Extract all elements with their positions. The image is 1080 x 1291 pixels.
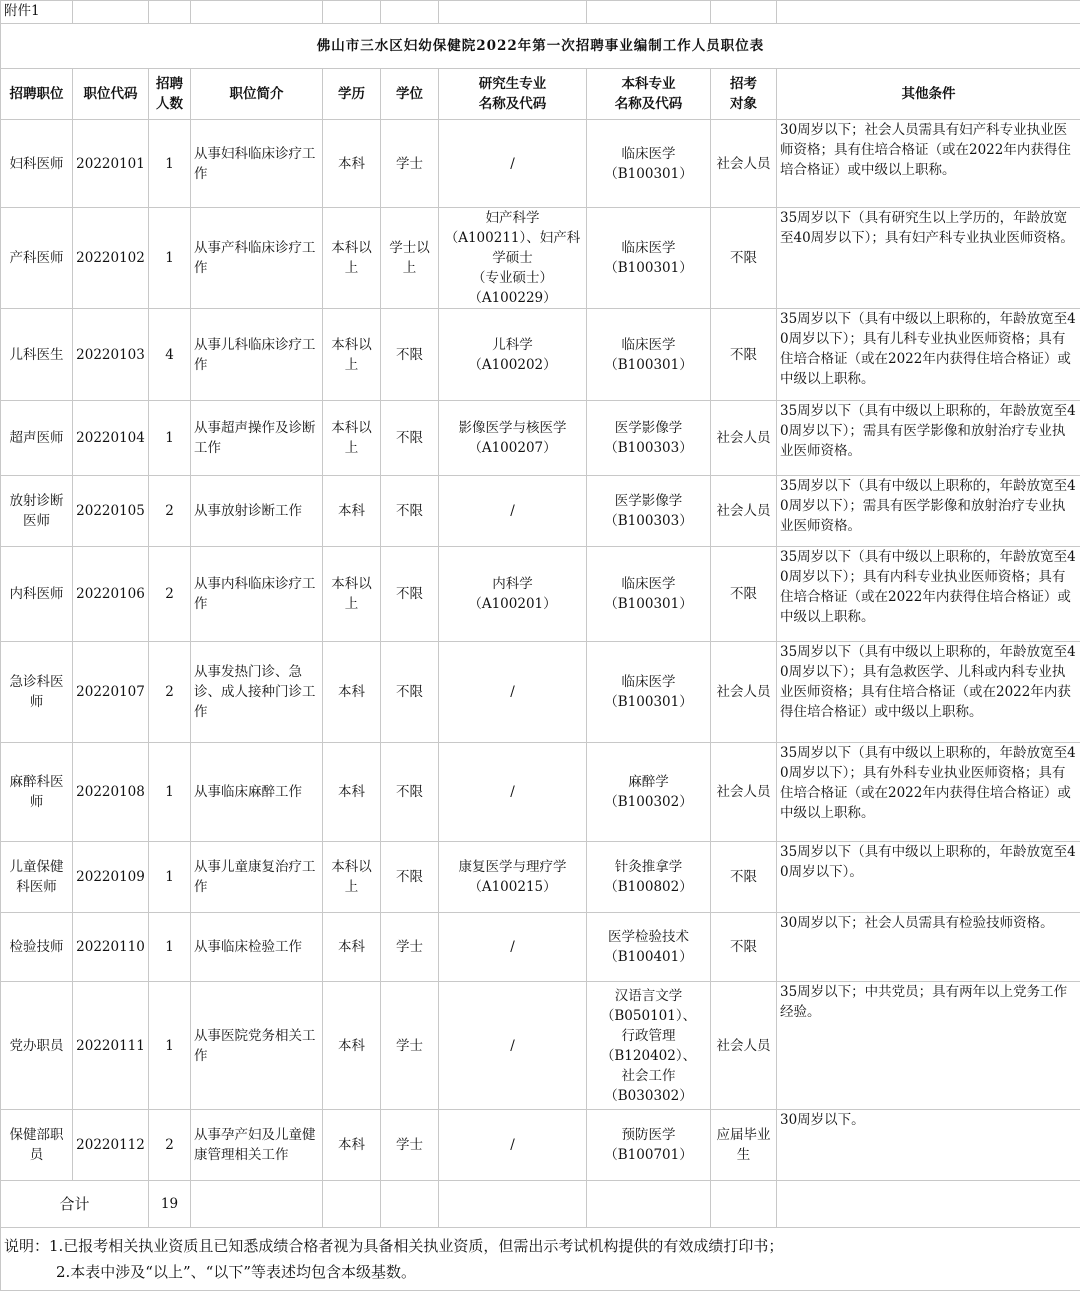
row-position: 超声医师	[1, 401, 73, 476]
row-position: 儿童保健科医师	[1, 842, 73, 913]
row-count: 1	[149, 208, 191, 309]
row-other: 35周岁以下（具有中级以上职称的，年龄放宽至40周岁以下）；具有内科专业执业医师资格；具有住培合格证（或在2022年内获得住培合格证）或中级以上职称。	[777, 547, 1080, 642]
table-row	[1, 982, 1080, 1110]
row-code: 20220105	[73, 476, 149, 547]
row-education: 本科以上	[323, 309, 381, 401]
row-count: 2	[149, 476, 191, 547]
row-other: 35周岁以下（具有中级以上职称的，年龄放宽至40周岁以下）；需具有医学影像和放射治疗专业执业医师资格。	[777, 401, 1080, 476]
table-row	[1, 309, 1080, 401]
row-other: 30周岁以下；社会人员需具有检验技师资格。	[777, 913, 1080, 982]
attachment-label: 附件1	[1, 1, 73, 24]
total-row	[1, 1181, 1080, 1228]
header-degree: 学位	[381, 69, 439, 120]
row-position: 儿科医生	[1, 309, 73, 401]
row-code: 20220106	[73, 547, 149, 642]
row-position: 保健部职员	[1, 1110, 73, 1181]
row-intro: 从事儿科临床诊疗工作	[191, 309, 323, 401]
row-grad-major: 康复医学与理疗学 （A100215）	[439, 842, 587, 913]
row-grad-major: 妇产科学 （A100211）、妇产科学硕士 （专业硕士） （A100229）	[439, 208, 587, 309]
row-degree: 学士	[381, 1110, 439, 1181]
note-line-2: 2.本表中涉及“以上”、“以下”等表述均包含本级基数。	[4, 1259, 1077, 1285]
row-education: 本科以上	[323, 547, 381, 642]
row-intro: 从事发热门诊、急诊、成人接种门诊工作	[191, 642, 323, 743]
row-target: 不限	[711, 208, 777, 309]
row-degree: 不限	[381, 547, 439, 642]
header-education: 学历	[323, 69, 381, 120]
row-grad-major: /	[439, 476, 587, 547]
row-degree: 不限	[381, 476, 439, 547]
row-grad-major: 影像医学与核医学 （A100207）	[439, 401, 587, 476]
row-grad-major: /	[439, 120, 587, 208]
row-position: 检验技师	[1, 913, 73, 982]
header-code: 职位代码	[73, 69, 149, 120]
row-undergrad-major: 临床医学 （B100301）	[587, 208, 711, 309]
row-education: 本科	[323, 476, 381, 547]
row-position: 产科医师	[1, 208, 73, 309]
row-other: 35周岁以下（具有中级以上职称的，年龄放宽至40周岁以下）；具有急救医学、儿科或内科专业执业医师资格；具有住培合格证（或在2022年内获得住培合格证）或中级以上职称。	[777, 642, 1080, 743]
header-count: 招聘 人数	[149, 69, 191, 120]
row-degree: 不限	[381, 642, 439, 743]
row-other: 30周岁以下。	[777, 1110, 1080, 1181]
row-target: 不限	[711, 309, 777, 401]
row-target: 不限	[711, 547, 777, 642]
note-line-1: 说明：1.已报考相关执业资质且已知悉成绩合格者视为具备相关执业资质，但需出示考试机构提供的有效成绩打印书；	[4, 1233, 1077, 1259]
row-position: 内科医师	[1, 547, 73, 642]
row-education: 本科以上	[323, 208, 381, 309]
row-grad-major: /	[439, 982, 587, 1110]
row-undergrad-major: 医学影像学 （B100303）	[587, 476, 711, 547]
row-code: 20220108	[73, 743, 149, 842]
row-code: 20220110	[73, 913, 149, 982]
notes-row	[1, 1228, 1080, 1291]
row-grad-major: /	[439, 1110, 587, 1181]
row-code: 20220109	[73, 842, 149, 913]
row-undergrad-major: 医学检验技术 （B100401）	[587, 913, 711, 982]
row-other: 35周岁以下（具有中级以上职称的，年龄放宽至40周岁以下）。	[777, 842, 1080, 913]
row-count: 1	[149, 982, 191, 1110]
row-undergrad-major: 临床医学 （B100301）	[587, 309, 711, 401]
row-target: 不限	[711, 913, 777, 982]
row-degree: 学士以上	[381, 208, 439, 309]
row-other: 30周岁以下；社会人员需具有妇产科专业执业医师资格；具有住培合格证（或在2022年内获得住培合格证）或中级以上职称。	[777, 120, 1080, 208]
row-education: 本科	[323, 120, 381, 208]
row-other: 35周岁以下（具有中级以上职称的，年龄放宽至40周岁以下）；需具有医学影像和放射治疗专业执业医师资格。	[777, 476, 1080, 547]
row-intro: 从事医院党务相关工作	[191, 982, 323, 1110]
row-other: 35周岁以下（具有中级以上职称的，年龄放宽至40周岁以下）；具有儿科专业执业医师资格；具有住培合格证（或在2022年内获得住培合格证）或中级以上职称。	[777, 309, 1080, 401]
row-intro: 从事儿童康复治疗工作	[191, 842, 323, 913]
row-intro: 从事超声操作及诊断工作	[191, 401, 323, 476]
row-position: 麻醉科医师	[1, 743, 73, 842]
row-count: 2	[149, 1110, 191, 1181]
row-degree: 不限	[381, 401, 439, 476]
row-education: 本科	[323, 642, 381, 743]
table-row	[1, 913, 1080, 982]
row-intro: 从事临床检验工作	[191, 913, 323, 982]
header-other: 其他条件	[777, 69, 1080, 120]
page-title: 佛山市三水区妇幼保健院2022年第一次招聘事业编制工作人员职位表	[1, 24, 1080, 69]
row-other: 35周岁以下；中共党员；具有两年以上党务工作经验。	[777, 982, 1080, 1110]
header-intro: 职位简介	[191, 69, 323, 120]
row-target: 社会人员	[711, 401, 777, 476]
total-label: 合计	[1, 1181, 149, 1228]
row-education: 本科	[323, 743, 381, 842]
row-intro: 从事妇科临床诊疗工作	[191, 120, 323, 208]
row-undergrad-major: 医学影像学 （B100303）	[587, 401, 711, 476]
row-degree: 不限	[381, 842, 439, 913]
row-intro: 从事孕产妇及儿童健康管理相关工作	[191, 1110, 323, 1181]
row-education: 本科	[323, 913, 381, 982]
row-undergrad-major: 临床医学 （B100301）	[587, 547, 711, 642]
row-intro: 从事放射诊断工作	[191, 476, 323, 547]
row-undergrad-major: 针灸推拿学 （B100802）	[587, 842, 711, 913]
row-code: 20220101	[73, 120, 149, 208]
row-count: 1	[149, 743, 191, 842]
row-grad-major: /	[439, 913, 587, 982]
row-target: 社会人员	[711, 982, 777, 1110]
header-grad-major: 研究生专业 名称及代码	[439, 69, 587, 120]
row-education: 本科以上	[323, 401, 381, 476]
row-degree: 不限	[381, 743, 439, 842]
row-code: 20220111	[73, 982, 149, 1110]
header-target: 招考 对象	[711, 69, 777, 120]
table-row	[1, 743, 1080, 842]
table-row	[1, 476, 1080, 547]
row-position: 放射诊断医师	[1, 476, 73, 547]
row-degree: 学士	[381, 120, 439, 208]
title-row	[1, 24, 1080, 69]
header-undergrad-major: 本科专业 名称及代码	[587, 69, 711, 120]
row-code: 20220102	[73, 208, 149, 309]
row-degree: 学士	[381, 913, 439, 982]
row-count: 4	[149, 309, 191, 401]
row-target: 社会人员	[711, 120, 777, 208]
row-code: 20220103	[73, 309, 149, 401]
notes	[1, 1228, 1080, 1291]
row-code: 20220104	[73, 401, 149, 476]
row-count: 1	[149, 913, 191, 982]
table-row	[1, 547, 1080, 642]
total-count: 19	[149, 1181, 191, 1228]
row-undergrad-major: 临床医学 （B100301）	[587, 642, 711, 743]
row-undergrad-major: 汉语言文学 （B050101）、 行政管理 （B120402）、 社会工作 （B030302）	[587, 982, 711, 1110]
table-row	[1, 208, 1080, 309]
table-row	[1, 842, 1080, 913]
row-degree: 学士	[381, 982, 439, 1110]
row-target: 社会人员	[711, 476, 777, 547]
row-position: 党办职员	[1, 982, 73, 1110]
table-row	[1, 1110, 1080, 1181]
row-target: 应届毕业生	[711, 1110, 777, 1181]
row-degree: 不限	[381, 309, 439, 401]
row-count: 2	[149, 547, 191, 642]
row-grad-major: /	[439, 642, 587, 743]
row-education: 本科以上	[323, 842, 381, 913]
row-code: 20220112	[73, 1110, 149, 1181]
row-education: 本科	[323, 982, 381, 1110]
table-row	[1, 642, 1080, 743]
row-intro: 从事临床麻醉工作	[191, 743, 323, 842]
row-code: 20220107	[73, 642, 149, 743]
row-other: 35周岁以下（具有中级以上职称的，年龄放宽至40周岁以下）；具有外科专业执业医师资格；具有住培合格证（或在2022年内获得住培合格证）或中级以上职称。	[777, 743, 1080, 842]
row-grad-major: 儿科学 （A100202）	[439, 309, 587, 401]
row-education: 本科	[323, 1110, 381, 1181]
row-grad-major: /	[439, 743, 587, 842]
row-undergrad-major: 麻醉学 （B100302）	[587, 743, 711, 842]
header-position: 招聘职位	[1, 69, 73, 120]
row-intro: 从事产科临床诊疗工作	[191, 208, 323, 309]
row-count: 2	[149, 642, 191, 743]
row-target: 社会人员	[711, 642, 777, 743]
row-grad-major: 内科学 （A100201）	[439, 547, 587, 642]
row-target: 社会人员	[711, 743, 777, 842]
row-target: 不限	[711, 842, 777, 913]
row-position: 妇科医师	[1, 120, 73, 208]
row-intro: 从事内科临床诊疗工作	[191, 547, 323, 642]
row-count: 1	[149, 842, 191, 913]
row-position: 急诊科医师	[1, 642, 73, 743]
sheet-top-row	[1, 1, 1080, 24]
table-row	[1, 120, 1080, 208]
row-other: 35周岁以下（具有研究生以上学历的，年龄放宽至40周岁以下）；具有妇产科专业执业医师资格。	[777, 208, 1080, 309]
row-undergrad-major: 预防医学 （B100701）	[587, 1110, 711, 1181]
table-row	[1, 401, 1080, 476]
row-count: 1	[149, 401, 191, 476]
header-row	[1, 69, 1080, 120]
row-undergrad-major: 临床医学 （B100301）	[587, 120, 711, 208]
row-count: 1	[149, 120, 191, 208]
